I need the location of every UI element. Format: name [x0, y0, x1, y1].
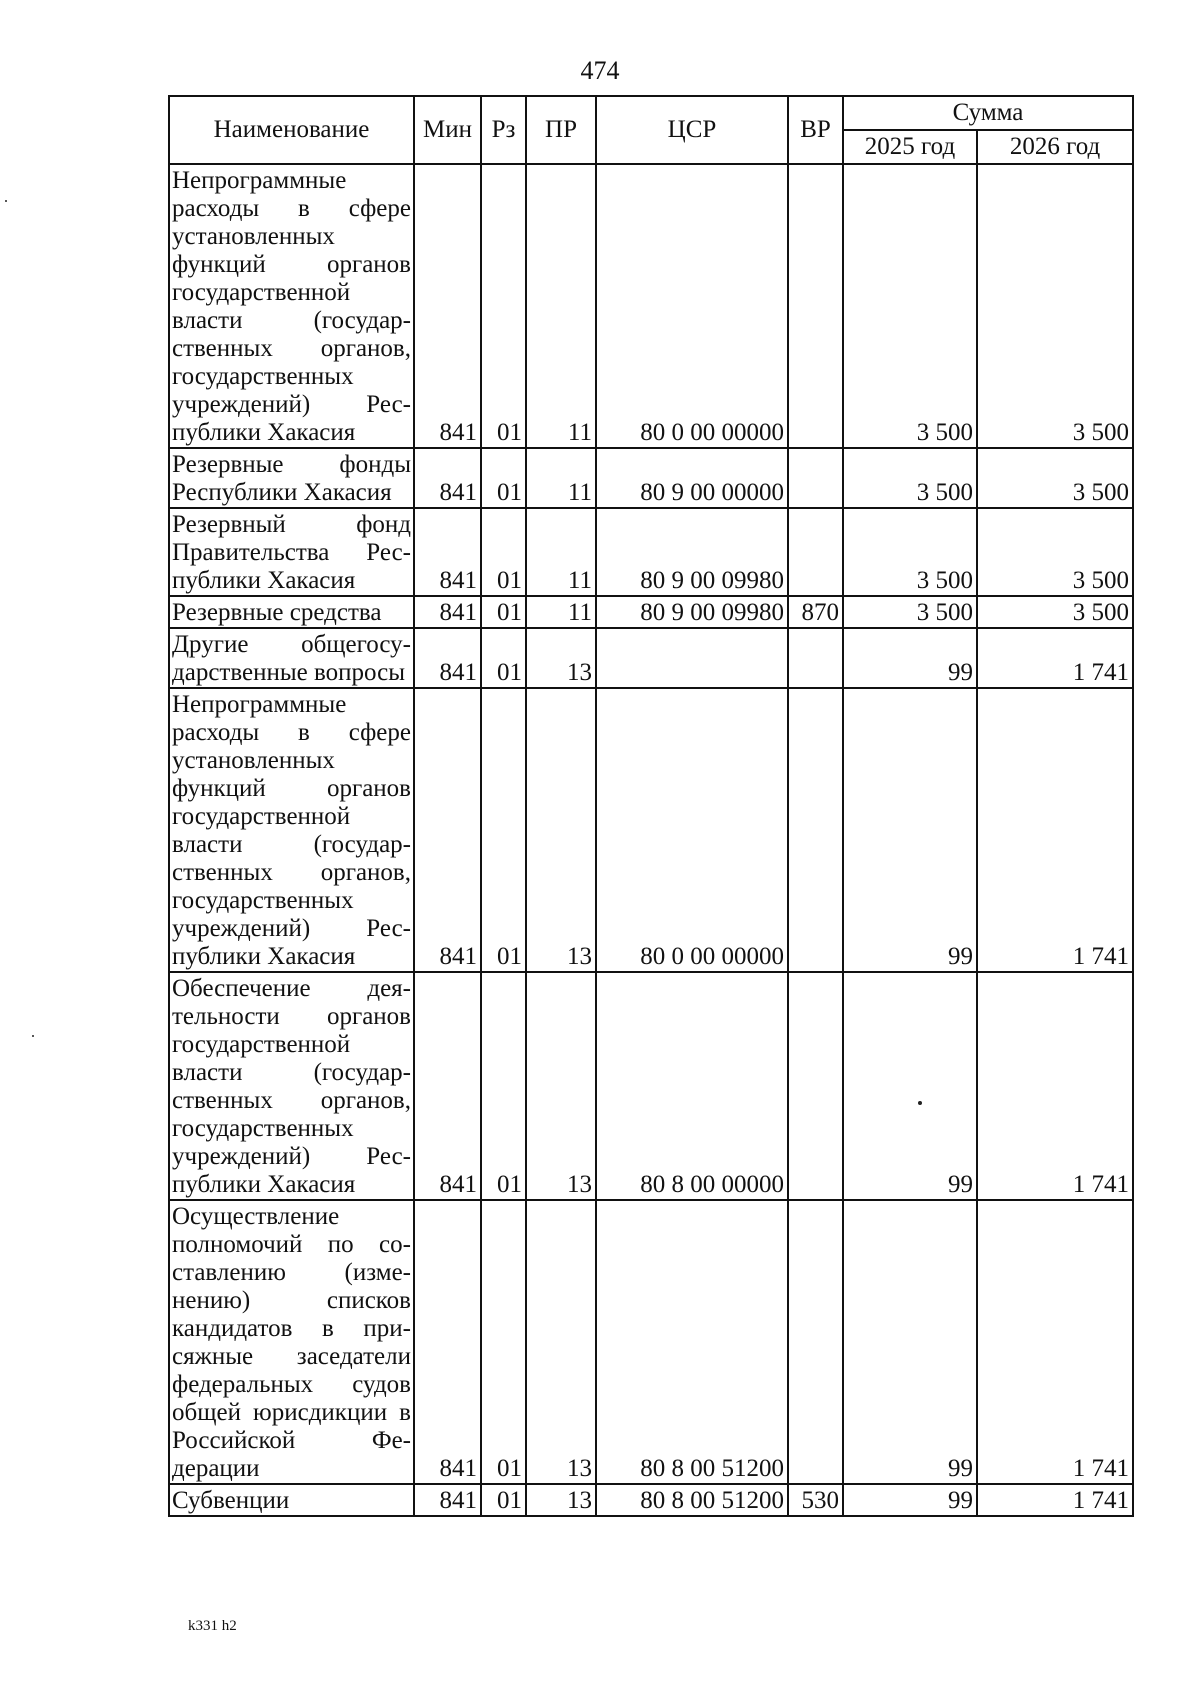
cell-rz: 01	[481, 1484, 526, 1516]
cell-rz: 01	[481, 596, 526, 628]
header-rz: Рз	[481, 96, 526, 164]
cell-2025: 99	[843, 1200, 977, 1484]
table-header-row	[169, 96, 1133, 130]
cell-name: Обеспечение деятельности органов государственной власти (государственных органов, государственных учреждений) Республики Хакасия	[169, 972, 414, 1200]
cell-2025: 3 500	[843, 508, 977, 596]
cell-name: Непрограммные расходы в сфере установленных функций органов государственной власти (государственных органов, государственных учреждений) Республики Хакасия	[169, 688, 414, 972]
cell-min: 841	[414, 972, 481, 1200]
cell-rz: 01	[481, 508, 526, 596]
header-2026: 2026 год	[977, 130, 1133, 164]
cell-vr	[788, 628, 843, 688]
cell-2026: 3 500	[977, 164, 1133, 448]
cell-pr: 13	[526, 972, 596, 1200]
table-row	[169, 596, 1133, 628]
cell-vr	[788, 688, 843, 972]
header-csr: ЦСР	[596, 96, 788, 164]
cell-csr: 80 0 00 00000	[596, 164, 788, 448]
header-name: Наименование	[169, 96, 414, 164]
cell-name: Субвенции	[169, 1484, 414, 1516]
budget-table	[168, 95, 1134, 1517]
table-row	[169, 628, 1133, 688]
cell-name: Непрограммные расходы в сфере установленных функций органов государственной власти (государственных органов, государственных учреждений) Республики Хакасия	[169, 164, 414, 448]
cell-rz: 01	[481, 448, 526, 508]
page-number: 474	[580, 56, 620, 85]
cell-vr: 530	[788, 1484, 843, 1516]
table-row	[169, 1484, 1133, 1516]
cell-2026: 3 500	[977, 448, 1133, 508]
scan-speck	[918, 1101, 922, 1105]
cell-pr: 13	[526, 1484, 596, 1516]
cell-pr: 13	[526, 628, 596, 688]
header-min: Мин	[414, 96, 481, 164]
cell-name: Осуществление полномочий по составлению (изменению) списков кандидатов в присяжные заседатели федеральных судов общей юрисдикции в Российской Федерации	[169, 1200, 414, 1484]
cell-csr: 80 8 00 51200	[596, 1200, 788, 1484]
cell-csr: 80 9 00 00000	[596, 448, 788, 508]
cell-2026: 3 500	[977, 596, 1133, 628]
cell-vr	[788, 972, 843, 1200]
cell-rz: 01	[481, 972, 526, 1200]
cell-2025: 99	[843, 972, 977, 1200]
table-row	[169, 972, 1133, 1200]
cell-csr: 80 9 00 09980	[596, 508, 788, 596]
cell-csr: 80 8 00 51200	[596, 1484, 788, 1516]
cell-min: 841	[414, 628, 481, 688]
cell-min: 841	[414, 1484, 481, 1516]
cell-vr	[788, 508, 843, 596]
cell-min: 841	[414, 596, 481, 628]
cell-vr	[788, 448, 843, 508]
cell-2026: 1 741	[977, 1200, 1133, 1484]
cell-vr: 870	[788, 596, 843, 628]
cell-2025: 3 500	[843, 448, 977, 508]
table-row	[169, 448, 1133, 508]
table-row	[169, 164, 1133, 448]
cell-name: Резервные фонды Республики Хакасия	[169, 448, 414, 508]
header-sum: Сумма	[843, 96, 1133, 130]
scan-speck	[32, 1035, 34, 1037]
cell-min: 841	[414, 688, 481, 972]
cell-2025: 3 500	[843, 596, 977, 628]
cell-pr: 13	[526, 688, 596, 972]
cell-pr: 13	[526, 1200, 596, 1484]
cell-2026: 3 500	[977, 508, 1133, 596]
cell-rz: 01	[481, 1200, 526, 1484]
cell-min: 841	[414, 164, 481, 448]
cell-2026: 1 741	[977, 688, 1133, 972]
cell-pr: 11	[526, 508, 596, 596]
cell-min: 841	[414, 508, 481, 596]
cell-pr: 11	[526, 448, 596, 508]
table-row	[169, 508, 1133, 596]
footer-code: k331 h2	[188, 1618, 237, 1634]
header-pr: ПР	[526, 96, 596, 164]
cell-csr: 80 8 00 00000	[596, 972, 788, 1200]
table-body	[169, 164, 1133, 1516]
cell-2026: 1 741	[977, 972, 1133, 1200]
cell-min: 841	[414, 448, 481, 508]
table-row	[169, 688, 1133, 972]
table-row	[169, 1200, 1133, 1484]
cell-pr: 11	[526, 164, 596, 448]
scan-speck	[5, 200, 7, 202]
header-2025: 2025 год	[843, 130, 977, 164]
cell-name: Резервный фонд Правительства Республики Хакасия	[169, 508, 414, 596]
cell-2026: 1 741	[977, 1484, 1133, 1516]
cell-rz: 01	[481, 688, 526, 972]
cell-pr: 11	[526, 596, 596, 628]
cell-rz: 01	[481, 164, 526, 448]
cell-csr	[596, 628, 788, 688]
cell-vr	[788, 1200, 843, 1484]
header-vr: ВР	[788, 96, 843, 164]
cell-min: 841	[414, 1200, 481, 1484]
cell-2025: 99	[843, 688, 977, 972]
cell-csr: 80 0 00 00000	[596, 688, 788, 972]
cell-csr: 80 9 00 09980	[596, 596, 788, 628]
cell-name: Другие общегосударственные вопросы	[169, 628, 414, 688]
cell-rz: 01	[481, 628, 526, 688]
cell-vr	[788, 164, 843, 448]
cell-2025: 99	[843, 628, 977, 688]
cell-2026: 1 741	[977, 628, 1133, 688]
cell-2025: 99	[843, 1484, 977, 1516]
cell-name: Резервные средства	[169, 596, 414, 628]
cell-2025: 3 500	[843, 164, 977, 448]
